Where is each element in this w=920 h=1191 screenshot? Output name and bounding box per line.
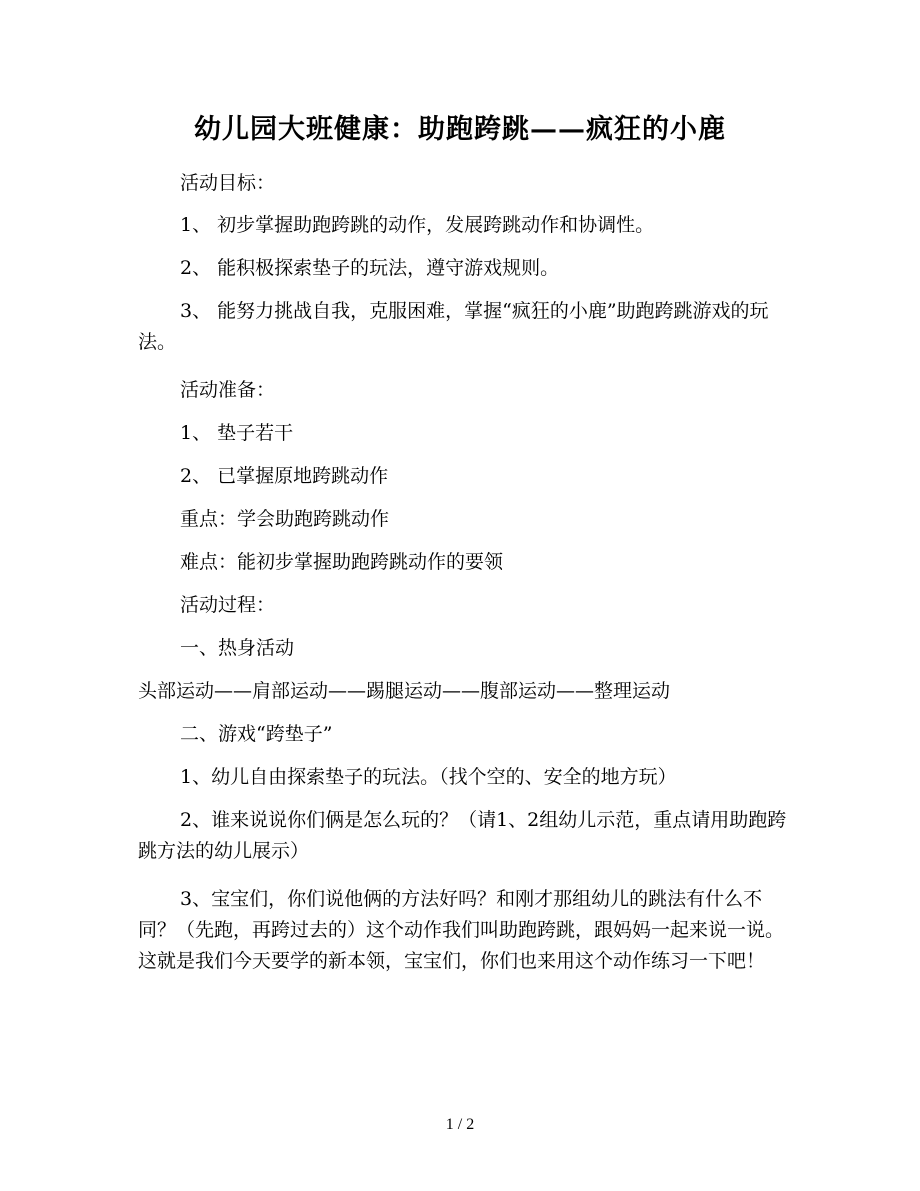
page-number: 1 / 2 (445, 1116, 475, 1133)
game-step-3: 3、宝宝们，你们说他俩的方法好吗？和刚才那组幼儿的跳法有什么不同？（先跑，再跨过去的）这个动作我们叫助跑跨跳，跟妈妈一起来说一说。这就是我们今天要学的新本领，宝宝们，你们也来用这个动作练习一下吧！ (138, 888, 785, 972)
goal-item-3: 3、 能努力挑战自我，克服困难，掌握“疯狂的小鹿”助跑跨跳游戏的玩法。 (138, 300, 769, 353)
key-point: 重点：学会助跑跨跳动作 (180, 508, 390, 530)
section-heading-goals: 活动目标： (180, 172, 276, 194)
preparation-item-1: 1、 垫子若干 (180, 422, 294, 444)
goal-item-1: 1、 初步掌握助跑跨跳的动作，发展跨跳动作和协调性。 (180, 214, 655, 236)
section-heading-process: 活动过程： (180, 594, 276, 616)
process-step-game: 二、游戏“跨垫子” (180, 723, 333, 745)
process-step-warmup: 一、热身活动 (180, 637, 295, 659)
difficult-point: 难点：能初步掌握助跑跨跳动作的要领 (180, 551, 504, 573)
game-step-2: 2、谁来说说你们俩是怎么玩的？（请1、2组幼儿示范，重点请用助跑跨跳方法的幼儿展示） (138, 809, 787, 862)
section-heading-preparation: 活动准备： (180, 379, 276, 401)
goal-item-2: 2、 能积极探索垫子的玩法，遵守游戏规则。 (180, 257, 560, 279)
warmup-sequence: 头部运动——肩部运动——踢腿运动——腹部运动——整理运动 (138, 680, 671, 702)
document-title: 幼儿园大班健康：助跑跨跳——疯狂的小鹿 (194, 114, 726, 145)
game-step-1: 1、幼儿自由探索垫子的玩法。（找个空的、安全的地方玩） (180, 766, 677, 788)
preparation-item-2: 2、 已掌握原地跨跳动作 (180, 465, 389, 487)
